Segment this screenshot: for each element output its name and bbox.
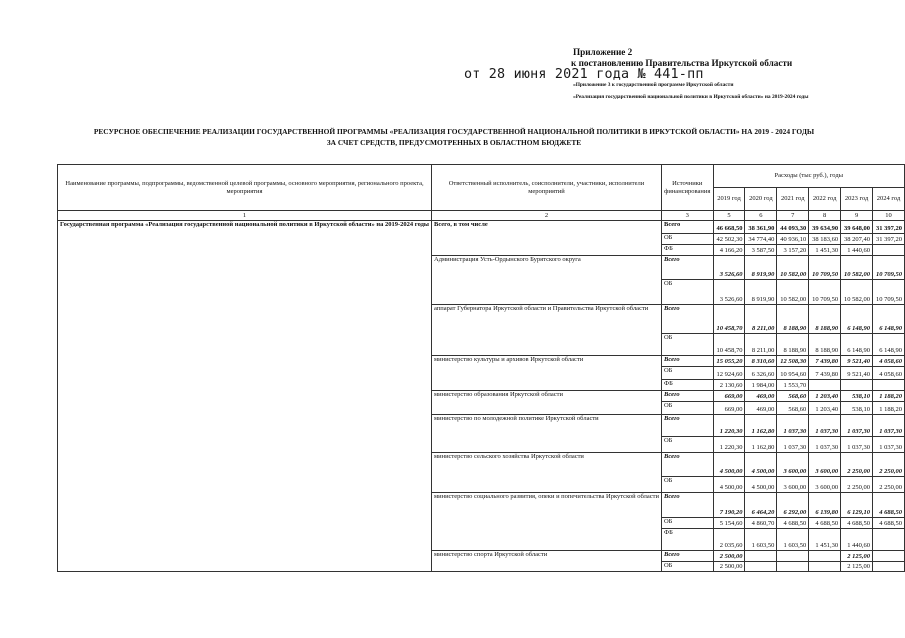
column-index: 7 bbox=[777, 211, 809, 221]
funding-source-cell: ОБ bbox=[661, 477, 713, 493]
amount-cell: 1 220,30 bbox=[713, 437, 745, 453]
amount-cell: 10 954,60 bbox=[777, 367, 809, 380]
funding-source-cell: ОБ bbox=[661, 280, 713, 305]
funding-source-cell: Всего bbox=[661, 391, 713, 402]
document-header bbox=[571, 47, 871, 68]
amount-cell: 538,10 bbox=[841, 402, 873, 415]
amount-cell: 8 919,90 bbox=[745, 280, 777, 305]
funding-source-cell: ОБ bbox=[661, 234, 713, 245]
amount-cell: 4 688,50 bbox=[873, 518, 905, 529]
amount-cell: 568,60 bbox=[777, 402, 809, 415]
amount-cell: 1 553,70 bbox=[777, 380, 809, 391]
amount-cell: 31 397,20 bbox=[873, 221, 905, 234]
header-executor: Ответственный исполнитель, соисполнители, участники, исполнители мероприятий bbox=[432, 165, 662, 211]
column-index-row bbox=[58, 211, 905, 221]
header-name: Наименование программы, подпрограммы, ведомственной целевой программы, основного мероприятия, регионального проекта, мероприятия bbox=[58, 165, 432, 211]
column-index: 2 bbox=[432, 211, 662, 221]
executor-cell: аппарат Губернатора Иркутской области и Правительства Иркутской области bbox=[432, 305, 662, 356]
amount-cell: 31 397,20 bbox=[873, 234, 905, 245]
amount-cell: 10 709,50 bbox=[809, 256, 841, 280]
executor-cell: министерство культуры и архивов Иркутской области bbox=[432, 356, 662, 391]
amount-cell: 469,00 bbox=[745, 391, 777, 402]
appendix-number: Приложение 2 bbox=[573, 47, 633, 57]
funding-source-cell: Всего bbox=[661, 453, 713, 477]
amount-cell: 2 125,00 bbox=[841, 551, 873, 562]
amount-cell: 2 125,00 bbox=[841, 562, 873, 572]
executor-cell: министерство спорта Иркутской области bbox=[432, 551, 662, 572]
header-year: 2024 год bbox=[873, 188, 905, 211]
header-year: 2021 год bbox=[777, 188, 809, 211]
amount-cell: 3 587,50 bbox=[745, 245, 777, 256]
executor-cell: Администрация Усть-Ордынского Бурятского округа bbox=[432, 256, 662, 305]
funding-source-cell: Всего bbox=[661, 551, 713, 562]
amount-cell: 1 162,80 bbox=[745, 415, 777, 437]
amount-cell: 39 648,00 bbox=[841, 221, 873, 234]
executor-cell: министерство образования Иркутской области bbox=[432, 391, 662, 415]
funding-source-cell: Всего bbox=[661, 356, 713, 367]
amount-cell: 3 526,60 bbox=[713, 256, 745, 280]
amount-cell: 40 936,10 bbox=[777, 234, 809, 245]
amount-cell: 2 500,00 bbox=[713, 562, 745, 572]
column-index: 5 bbox=[713, 211, 745, 221]
amount-cell: 8 211,00 bbox=[745, 305, 777, 334]
header-year: 2019 год bbox=[713, 188, 745, 211]
amount-cell: 38 361,90 bbox=[745, 221, 777, 234]
amount-cell: 4 058,60 bbox=[873, 356, 905, 367]
column-index: 6 bbox=[745, 211, 777, 221]
funding-source-cell: ОБ bbox=[661, 437, 713, 453]
amount-cell: 1 603,50 bbox=[777, 529, 809, 551]
amount-cell: 1 037,30 bbox=[841, 437, 873, 453]
amount-cell: 4 058,60 bbox=[873, 367, 905, 380]
executor-cell: министерство социального развития, опеки и попечительства Иркутской области bbox=[432, 493, 662, 551]
header-expenses: Расходы (тыс руб.), годы bbox=[713, 165, 904, 188]
amount-cell: 1 984,00 bbox=[745, 380, 777, 391]
amount-cell: 7 439,80 bbox=[809, 367, 841, 380]
amount-cell: 1 603,50 bbox=[745, 529, 777, 551]
amount-cell: 2 250,00 bbox=[873, 453, 905, 477]
header-year: 2020 год bbox=[745, 188, 777, 211]
amount-cell: 6 129,10 bbox=[841, 493, 873, 518]
amount-cell: 3 157,20 bbox=[777, 245, 809, 256]
amount-cell: 1 451,30 bbox=[809, 245, 841, 256]
funding-source-cell: ОБ bbox=[661, 518, 713, 529]
program-reference: «Реализация государственной национальной политики в Иркутской области» на 2019-2024 годы bbox=[573, 94, 809, 100]
amount-cell: 8 188,90 bbox=[809, 305, 841, 334]
amount-cell bbox=[745, 562, 777, 572]
amount-cell: 10 582,00 bbox=[841, 256, 873, 280]
amount-cell: 6 148,90 bbox=[841, 305, 873, 334]
amount-cell bbox=[777, 551, 809, 562]
amount-cell: 10 582,00 bbox=[841, 280, 873, 305]
amount-cell: 8 188,90 bbox=[809, 334, 841, 356]
funding-source-cell: Всего bbox=[661, 221, 713, 234]
amount-cell: 8 919,90 bbox=[745, 256, 777, 280]
amount-cell: 7 190,20 bbox=[713, 493, 745, 518]
amount-cell: 4 688,50 bbox=[809, 518, 841, 529]
amount-cell: 2 250,00 bbox=[841, 453, 873, 477]
amount-cell: 538,10 bbox=[841, 391, 873, 402]
budget-table bbox=[57, 164, 905, 572]
amount-cell: 1 451,30 bbox=[809, 529, 841, 551]
executor-cell: министерство по молодежной политике Иркутской области bbox=[432, 415, 662, 453]
amount-cell: 1 188,20 bbox=[873, 391, 905, 402]
amount-cell: 1 162,80 bbox=[745, 437, 777, 453]
amount-cell: 1 203,40 bbox=[809, 391, 841, 402]
amount-cell: 6 148,90 bbox=[873, 305, 905, 334]
amount-cell: 6 464,20 bbox=[745, 493, 777, 518]
amount-cell: 4 500,00 bbox=[713, 453, 745, 477]
amount-cell: 4 688,50 bbox=[873, 493, 905, 518]
funding-source-cell: ОБ bbox=[661, 334, 713, 356]
amount-cell: 2 250,00 bbox=[873, 477, 905, 493]
budget-table-body bbox=[58, 221, 905, 572]
amount-cell: 10 582,00 bbox=[777, 256, 809, 280]
amount-cell bbox=[745, 551, 777, 562]
title-line-1: РЕСУРСНОЕ ОБЕСПЕЧЕНИЕ РЕАЛИЗАЦИИ ГОСУДАРСТВЕННОЙ ПРОГРАММЫ «РЕАЛИЗАЦИЯ ГОСУДАРСТВЕННОЙ НАЦИОНАЛЬНОЙ ПОЛИТИКИ В ИРКУТСКОЙ ОБЛАСТИ» НА 2019 - 2024 ГОДЫ bbox=[93, 127, 815, 136]
amount-cell: 42 502,30 bbox=[713, 234, 745, 245]
amount-cell: 1 037,30 bbox=[841, 415, 873, 437]
amount-cell bbox=[873, 529, 905, 551]
amount-cell: 12 924,60 bbox=[713, 367, 745, 380]
amount-cell bbox=[873, 551, 905, 562]
amount-cell: 6 148,90 bbox=[873, 334, 905, 356]
amount-cell: 8 188,90 bbox=[777, 334, 809, 356]
amount-cell: 8 211,00 bbox=[745, 334, 777, 356]
amount-cell: 6 148,90 bbox=[841, 334, 873, 356]
appendix-decree: к постановлению Правительства Иркутской области bbox=[571, 57, 793, 68]
funding-source-cell: Всего bbox=[661, 493, 713, 518]
amount-cell: 7 439,80 bbox=[809, 356, 841, 367]
funding-source-cell: ОБ bbox=[661, 562, 713, 572]
amount-cell bbox=[777, 562, 809, 572]
amount-cell bbox=[873, 562, 905, 572]
amount-cell: 1 440,60 bbox=[841, 245, 873, 256]
amount-cell: 15 055,20 bbox=[713, 356, 745, 367]
header-year: 2022 год bbox=[809, 188, 841, 211]
amount-cell: 4 688,50 bbox=[777, 518, 809, 529]
amount-cell: 6 292,00 bbox=[777, 493, 809, 518]
amount-cell bbox=[873, 380, 905, 391]
amount-cell: 4 500,00 bbox=[745, 477, 777, 493]
amount-cell bbox=[873, 245, 905, 256]
column-index: 3 bbox=[661, 211, 713, 221]
column-index: 8 bbox=[809, 211, 841, 221]
amount-cell: 1 037,30 bbox=[809, 437, 841, 453]
executor-cell: Всего, в том числе bbox=[432, 221, 662, 256]
amount-cell: 1 203,40 bbox=[809, 402, 841, 415]
amount-cell: 2 500,00 bbox=[713, 551, 745, 562]
amount-cell: 46 668,50 bbox=[713, 221, 745, 234]
program-name-cell: Государственная программа «Реализация государственной национальной политики в Иркутской области» на 2019-2024 годы bbox=[58, 221, 432, 572]
amount-cell: 1 440,60 bbox=[841, 529, 873, 551]
amount-cell: 10 458,70 bbox=[713, 305, 745, 334]
amount-cell: 3 600,00 bbox=[809, 453, 841, 477]
amount-cell: 4 500,00 bbox=[745, 453, 777, 477]
amount-cell bbox=[841, 380, 873, 391]
amount-cell: 3 600,00 bbox=[809, 477, 841, 493]
amount-cell: 6 326,60 bbox=[745, 367, 777, 380]
amount-cell: 34 774,40 bbox=[745, 234, 777, 245]
funding-source-cell: ОБ bbox=[661, 402, 713, 415]
amount-cell: 9 521,40 bbox=[841, 367, 873, 380]
funding-source-cell: ФБ bbox=[661, 245, 713, 256]
amount-cell: 38 183,60 bbox=[809, 234, 841, 245]
amount-cell: 1 037,30 bbox=[873, 437, 905, 453]
document-title bbox=[40, 127, 868, 148]
amount-cell: 4 166,20 bbox=[713, 245, 745, 256]
amount-cell: 568,60 bbox=[777, 391, 809, 402]
amount-cell: 3 600,00 bbox=[777, 477, 809, 493]
amount-cell: 1 188,20 bbox=[873, 402, 905, 415]
amount-cell bbox=[809, 551, 841, 562]
executor-cell: министерство сельского хозяйства Иркутской области bbox=[432, 453, 662, 493]
funding-source-cell: ФБ bbox=[661, 380, 713, 391]
amount-cell: 6 139,80 bbox=[809, 493, 841, 518]
funding-source-cell: Всего bbox=[661, 415, 713, 437]
amount-cell: 1 037,30 bbox=[809, 415, 841, 437]
column-index: 9 bbox=[841, 211, 873, 221]
decree-date-stamp: от 28 июня 2021 года № 441-пп bbox=[464, 67, 704, 82]
amount-cell: 1 037,30 bbox=[873, 415, 905, 437]
amount-cell bbox=[809, 562, 841, 572]
amount-cell: 10 582,00 bbox=[777, 280, 809, 305]
amount-cell: 3 600,00 bbox=[777, 453, 809, 477]
amount-cell: 1 220,30 bbox=[713, 415, 745, 437]
amount-cell: 12 508,30 bbox=[777, 356, 809, 367]
amount-cell: 4 688,50 bbox=[841, 518, 873, 529]
funding-source-cell: ОБ bbox=[661, 367, 713, 380]
header-year: 2023 год bbox=[841, 188, 873, 211]
amount-cell: 4 860,70 bbox=[745, 518, 777, 529]
amount-cell: 669,00 bbox=[713, 391, 745, 402]
header-source: Источники финансирования bbox=[661, 165, 713, 211]
amount-cell: 5 154,60 bbox=[713, 518, 745, 529]
amount-cell: 2 250,00 bbox=[841, 477, 873, 493]
amount-cell: 39 634,90 bbox=[809, 221, 841, 234]
amount-cell: 10 709,50 bbox=[873, 280, 905, 305]
amount-cell: 9 521,40 bbox=[841, 356, 873, 367]
column-index: 1 bbox=[58, 211, 432, 221]
funding-source-cell: Всего bbox=[661, 256, 713, 280]
amount-cell: 469,00 bbox=[745, 402, 777, 415]
amount-cell: 38 207,40 bbox=[841, 234, 873, 245]
amount-cell: 10 709,50 bbox=[809, 280, 841, 305]
amount-cell: 2 130,60 bbox=[713, 380, 745, 391]
amount-cell: 1 037,30 bbox=[777, 437, 809, 453]
amount-cell: 10 458,70 bbox=[713, 334, 745, 356]
amount-cell: 2 035,60 bbox=[713, 529, 745, 551]
amount-cell: 8 188,90 bbox=[777, 305, 809, 334]
amount-cell: 44 093,30 bbox=[777, 221, 809, 234]
amount-cell: 8 310,60 bbox=[745, 356, 777, 367]
amount-cell: 3 526,60 bbox=[713, 280, 745, 305]
funding-source-cell: ФБ bbox=[661, 529, 713, 551]
title-line-2: ЗА СЧЕТ СРЕДСТВ, ПРЕДУСМОТРЕННЫХ В ОБЛАСТНОМ БЮДЖЕТЕ bbox=[326, 137, 582, 147]
annex-reference: «Приложение 3 к государственной программе Иркутской области bbox=[573, 82, 734, 88]
funding-source-cell: Всего bbox=[661, 305, 713, 334]
amount-cell: 10 709,50 bbox=[873, 256, 905, 280]
amount-cell: 1 037,30 bbox=[777, 415, 809, 437]
amount-cell: 669,00 bbox=[713, 402, 745, 415]
amount-cell: 4 500,00 bbox=[713, 477, 745, 493]
column-index: 10 bbox=[873, 211, 905, 221]
amount-cell bbox=[809, 380, 841, 391]
table-row bbox=[58, 221, 905, 234]
